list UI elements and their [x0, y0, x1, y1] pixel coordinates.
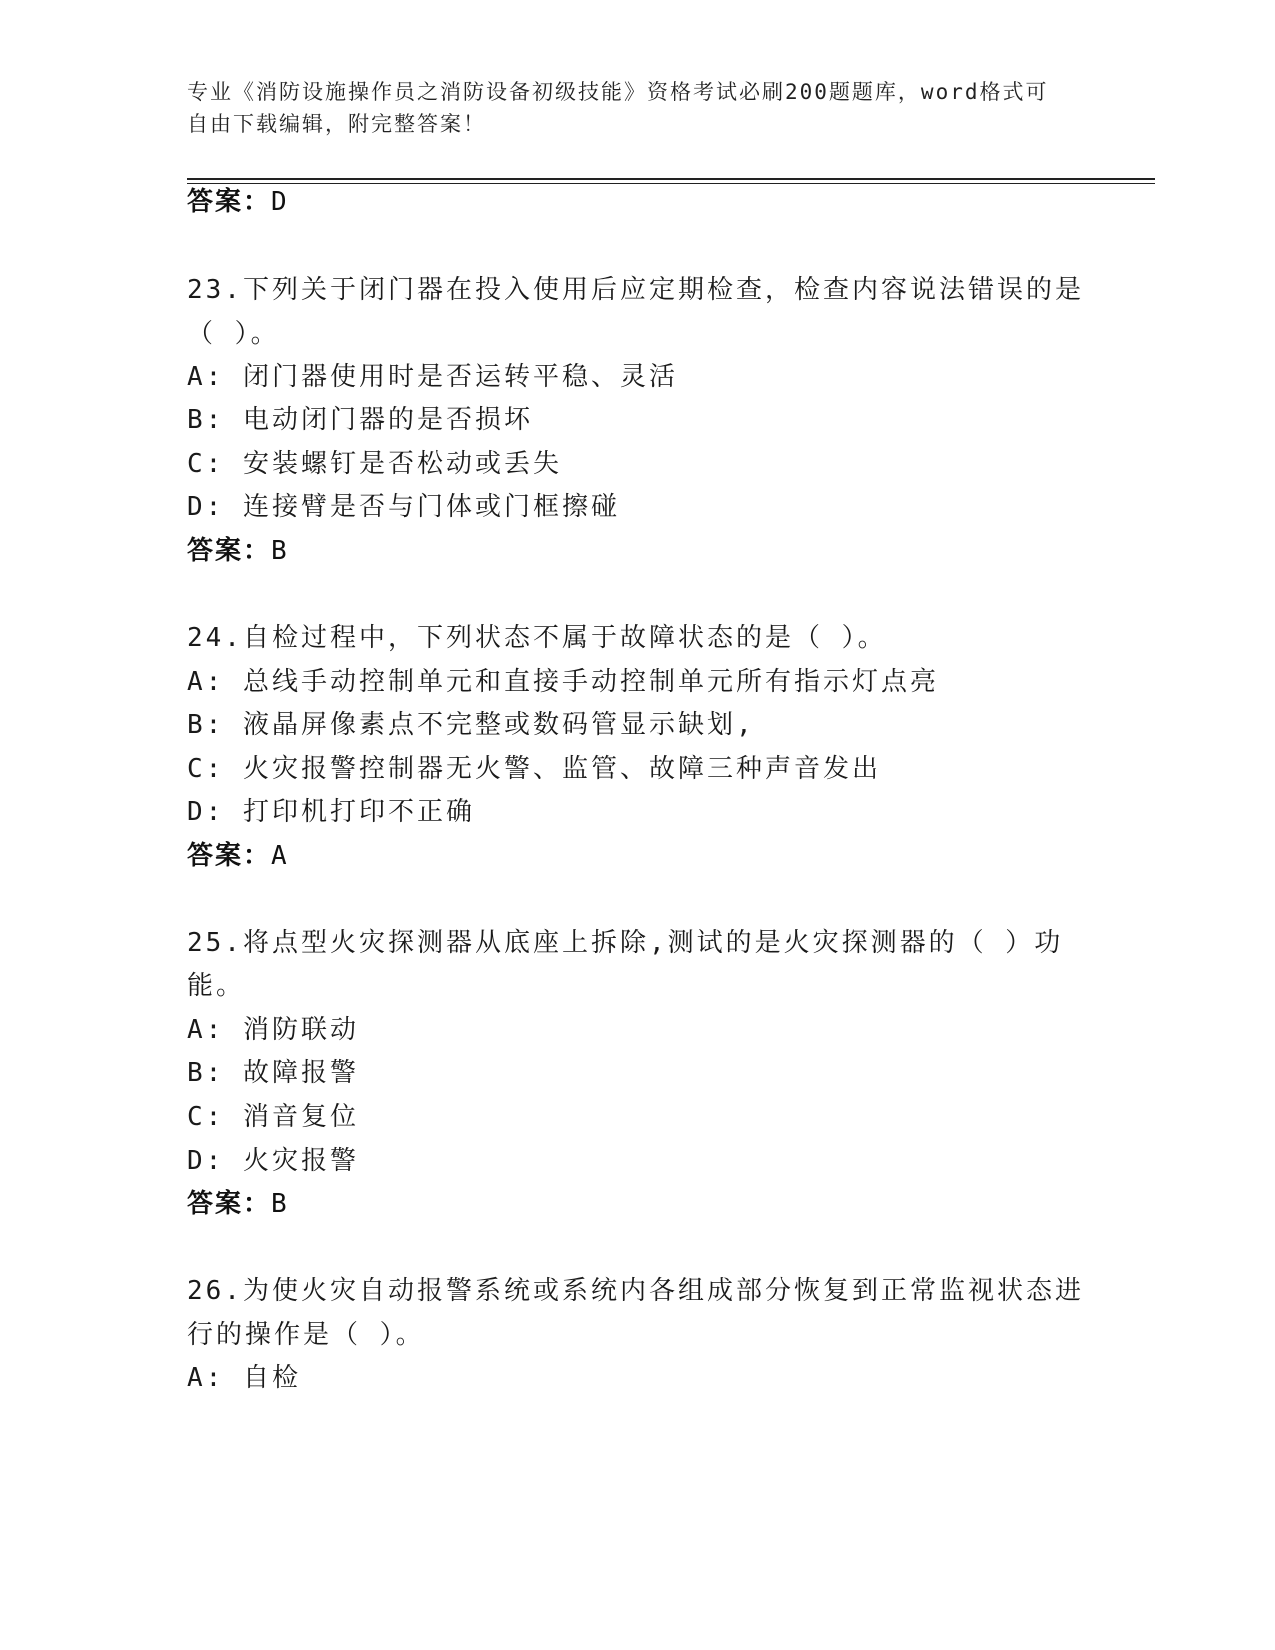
answer-label: 答案：	[187, 1189, 272, 1219]
question-23-text-cont: （ ）。	[187, 319, 280, 349]
question-25-text: 25.将点型火灾探测器从底座上拆除,测试的是火灾探测器的（ ）功	[187, 928, 1064, 958]
question-23-option-c: C: 安装螺钉是否松动或丢失	[187, 449, 562, 479]
question-24-option-c: C: 火灾报警控制器无火警、监管、故障三种声音发出	[187, 754, 881, 784]
question-25-option-b: B: 故障报警	[187, 1058, 359, 1088]
question-23-option-b: B: 电动闭门器的是否损坏	[187, 405, 533, 435]
answer-label: 答案：	[187, 187, 272, 217]
header-divider-thin	[187, 183, 1155, 184]
question-25-option-c: C: 消音复位	[187, 1102, 359, 1132]
document-header: 专业《消防设施操作员之消防设备初级技能》资格考试必刷200题题库，word格式可自由下载编辑，附完整答案！	[187, 80, 1049, 136]
header-divider	[187, 178, 1155, 180]
answer-value: B	[271, 536, 289, 566]
question-23-text: 23.下列关于闭门器在投入使用后应定期检查，检查内容说法错误的是	[187, 275, 1084, 305]
question-25-text-cont: 能。	[187, 971, 246, 1001]
question-26-text: 26.为使火灾自动报警系统或系统内各组成部分恢复到正常监视状态进	[187, 1276, 1084, 1306]
question-26-text-cont: 行的操作是（ ）。	[187, 1320, 425, 1350]
question-24-option-d: D: 打印机打印不正确	[187, 797, 475, 827]
answer-line	[187, 840, 289, 872]
answer-label: 答案：	[187, 536, 272, 566]
question-23-option-a: A: 闭门器使用时是否运转平稳、灵活	[187, 362, 678, 392]
question-23-option-d: D: 连接臂是否与门体或门框擦碰	[187, 492, 620, 522]
question-25-option-a: A: 消防联动	[187, 1015, 359, 1045]
answer-value: B	[271, 1189, 289, 1219]
answer-line	[187, 1188, 289, 1220]
answer-line	[187, 186, 289, 218]
question-25-option-d: D: 火灾报警	[187, 1146, 359, 1176]
answer-label: 答案：	[187, 841, 272, 871]
question-24-option-b: B: 液晶屏像素点不完整或数码管显示缺划,	[187, 710, 755, 740]
question-26-option-a: A: 自检	[187, 1363, 301, 1393]
question-24-option-a: A: 总线手动控制单元和直接手动控制单元所有指示灯点亮	[187, 667, 939, 697]
question-24-text: 24.自检过程中，下列状态不属于故障状态的是（ ）。	[187, 623, 887, 653]
answer-value: D	[271, 187, 289, 217]
answer-value: A	[271, 841, 289, 871]
answer-line	[187, 535, 289, 567]
